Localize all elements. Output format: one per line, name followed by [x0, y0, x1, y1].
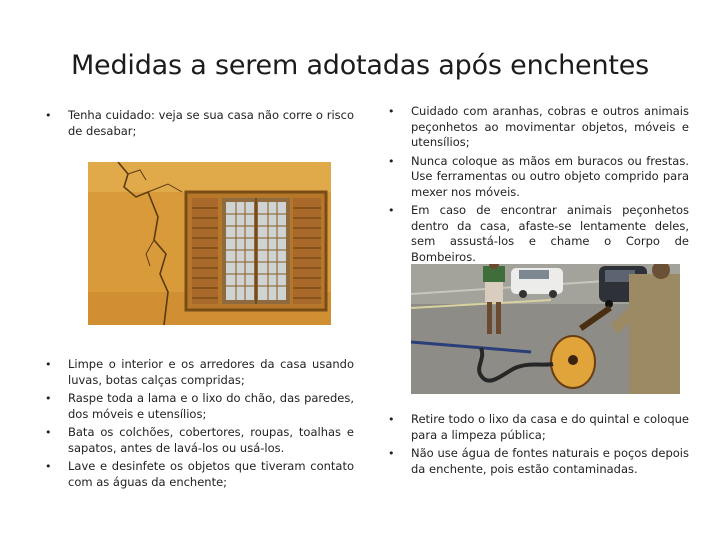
snake-rescue-photo — [411, 264, 680, 394]
list-item: • Não use água de fontes naturais e poços depois da enchente, pois estão contaminadas. — [385, 446, 689, 477]
left-bottom-list — [42, 357, 354, 493]
list-item: • Retire todo o lixo da casa e do quintal e coloque para a limpeza pública; — [385, 412, 689, 443]
list-item: • Bata os colchões, cobertores, roupas, toalhas e sapatos, antes de lavá-los ou usá-los. — [42, 425, 354, 456]
list-item: • Raspe toda a lama e o lixo do chão, das paredes, dos móveis e utensílios; — [42, 391, 354, 422]
list-item: • Tenha cuidado: veja se sua casa não corre o risco de desabar; — [42, 108, 354, 139]
right-top-list — [385, 104, 689, 268]
list-item: • Em caso de encontrar animais peçonhetos dentro da casa, afaste-se lentamente deles, sem assustá-los e chame o Corpo de Bombeiros. — [385, 203, 689, 265]
right-bottom-list — [385, 412, 689, 480]
list-item: • Cuidado com aranhas, cobras e outros animais peçonhetos ao movimentar objetos, móveis e utensílios; — [385, 104, 689, 151]
slide-title: Medidas a serem adotadas após enchentes — [70, 50, 650, 81]
list-item: • Lave e desinfete os objetos que tiveram contato com as águas da enchente; — [42, 459, 354, 490]
cracked-wall-photo — [88, 162, 331, 325]
left-top-list — [42, 108, 354, 142]
list-item: • Limpe o interior e os arredores da casa usando luvas, botas calças compridas; — [42, 357, 354, 388]
list-item: • Nunca coloque as mãos em buracos ou frestas. Use ferramentas ou outro objeto comprido para mexer nos móveis. — [385, 154, 689, 201]
